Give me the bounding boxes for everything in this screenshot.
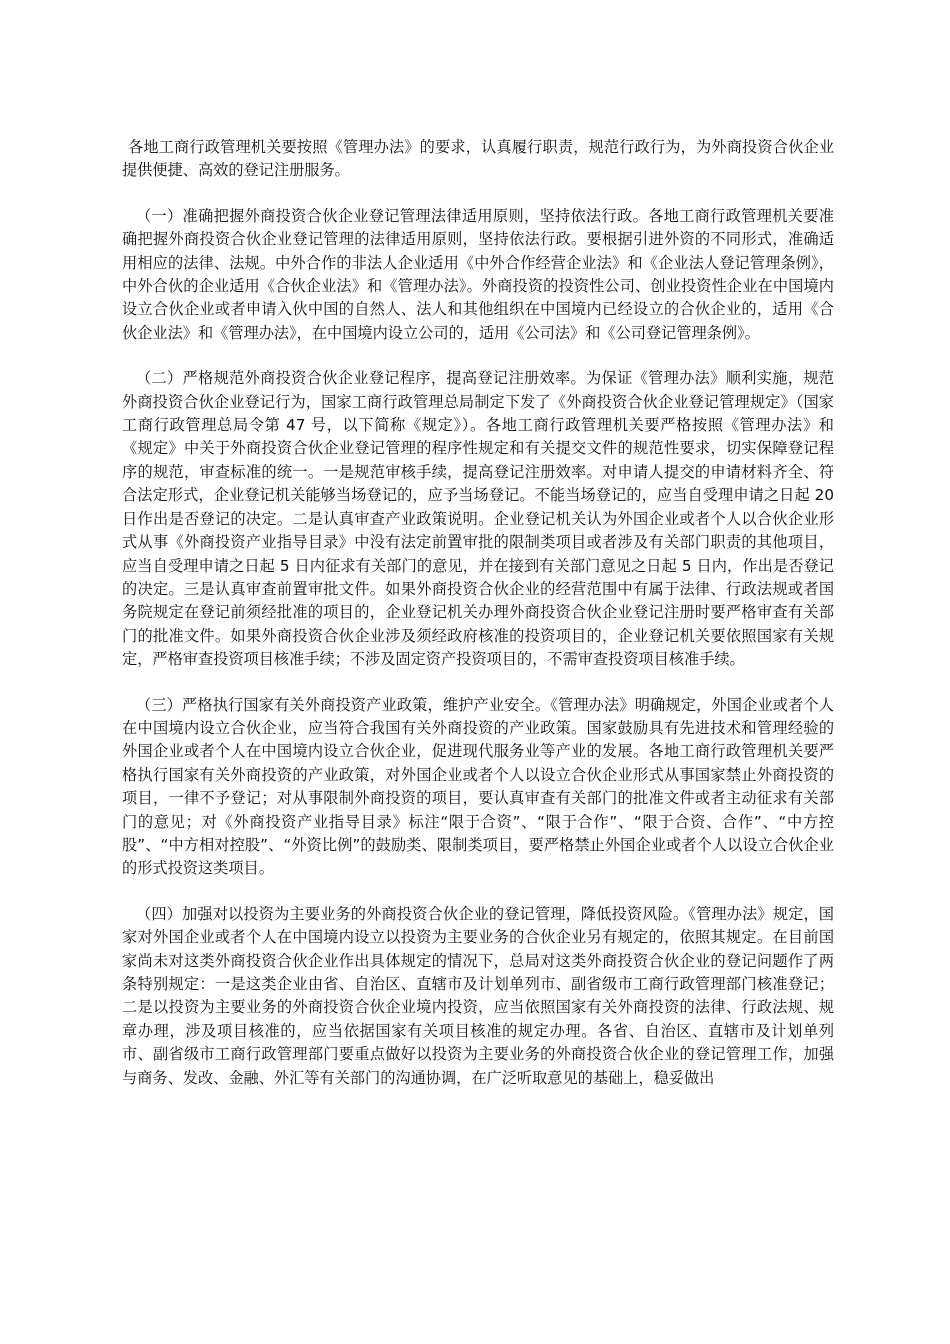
paragraph-section-1: （一）准确把握外商投资合伙企业登记管理法律适用原则，坚持依法行政。各地工商行政管理机关要准确把握外商投资合伙企业登记管理的法律适用原则，坚持依法行政。要根据引进外资的不同形式，准确适用相应的法律、法规。中外合作的非法人企业适用《中外合作经营企业法》和《企业法人登记管理条例》，中外合伙的企业适用《合伙企业法》和《管理办法》。外商投资的投资性公司、创业投资性企业在中国境内设立合伙企业或者申请入伙中国的自然人、法人和其他组织在中国境内已经设立的合伙企业的，适用《合伙企业法》和《管理办法》，在中国境内设立公司的，适用《公司法》和《公司登记管理条例》。	[122, 206, 834, 342]
document-body	[122, 136, 834, 1112]
paragraph-section-2: （二）严格规范外商投资合伙企业登记程序，提高登记注册效率。为保证《管理办法》顺利实施，规范外商投资合伙企业登记行为，国家工商行政管理总局制定下发了《外商投资合伙企业登记管理规定》（国家工商行政管理总局令第 47 号，以下简称《规定》）。各地工商行政管理机关要严格按照《管理办法》和《规定》中关于外商投资合伙企业登记管理的程序性规定和有关提交文件的规范性要求，切实保障登记程序的规范，审查标准的统一。一是规范审核手续，提高登记注册效率。对申请人提交的申请材料齐全、符合法定形式，企业登记机关能够当场登记的，应予当场登记。不能当场登记的，应当自受理申请之日起 20 日作出是否登记的决定。二是认真审查产业政策说明。企业登记机关认为外国企业或者个人以合伙企业形式从事《外商投资产业指导目录》中没有法定前置审批的限制类项目或者涉及有关部门职责的其他项目，应当自受理申请之日起 5 日内征求有关部门的意见，并在接到有关部门意见之日起 5 日内，作出是否登记的决定。三是认真审查前置审批文件。如果外商投资合伙企业的经营范围中有属于法律、行政法规或者国务院规定在登记前须经批准的项目的，企业登记机关办理外商投资合伙企业登记注册时要严格审查有关部门的批准文件。如果外商投资合伙企业涉及须经政府核准的投资项目的，企业登记机关要依照国家有关规定，严格审查投资项目核准手续；不涉及固定资产投资项目的，不需审查投资项目核准手续。	[122, 369, 834, 669]
paragraph-intro: 各地工商行政管理机关要按照《管理办法》的要求，认真履行职责，规范行政行为，为外商投资合伙企业提供便捷、高效的登记注册服务。	[122, 138, 834, 180]
paragraph-section-3: （三）严格执行国家有关外商投资产业政策，维护产业安全。《管理办法》明确规定，外国企业或者个人在中国境内设立合伙企业，应当符合我国有关外商投资的产业政策。国家鼓励具有先进技术和管理经验的外国企业或者个人在中国境内设立合伙企业，促进现代服务业等产业的发展。各地工商行政管理机关要严格执行国家有关外商投资的产业政策，对外国企业或者个人以设立合伙企业形式从事国家禁止外商投资的项目，一律不予登记；对从事限制外商投资的项目，要认真审查有关部门的批准文件或者主动征求有关部门的意见；对《外商投资产业指导目录》标注“限于合资”、“限于合作”、“限于合资、合作”、“中方控股”、“中方相对控股”、“外资比例”的鼓励类、限制类项目，要严格禁止外国企业或者个人以设立合伙企业的形式投资这类项目。	[122, 695, 834, 878]
paragraph-section-4: （四）加强对以投资为主要业务的外商投资合伙企业的登记管理，降低投资风险。《管理办法》规定，国家对外国企业或者个人在中国境内设立以投资为主要业务的合伙企业另有规定的，依照其规定。在目前国家尚未对这类外商投资合伙企业作出具体规定的情况下，总局对这类外商投资合伙企业的登记问题作了两条特别规定：一是这类企业由省、自治区、直辖市及计划单列市、副省级市工商行政管理部门核准登记；二是以投资为主要业务的外商投资合伙企业境内投资，应当依照国家有关外商投资的法律、行政法规、规章办理，涉及项目核准的，应当依据国家有关项目核准的规定办理。各省、自治区、直辖市及计划单列市、副省级市工商行政管理部门要重点做好以投资为主要业务的外商投资合伙企业的登记管理工作，加强与商务、发改、金融、外汇等有关部门的沟通协调，在广泛听取意见的基础上，稳妥做出	[122, 904, 834, 1087]
